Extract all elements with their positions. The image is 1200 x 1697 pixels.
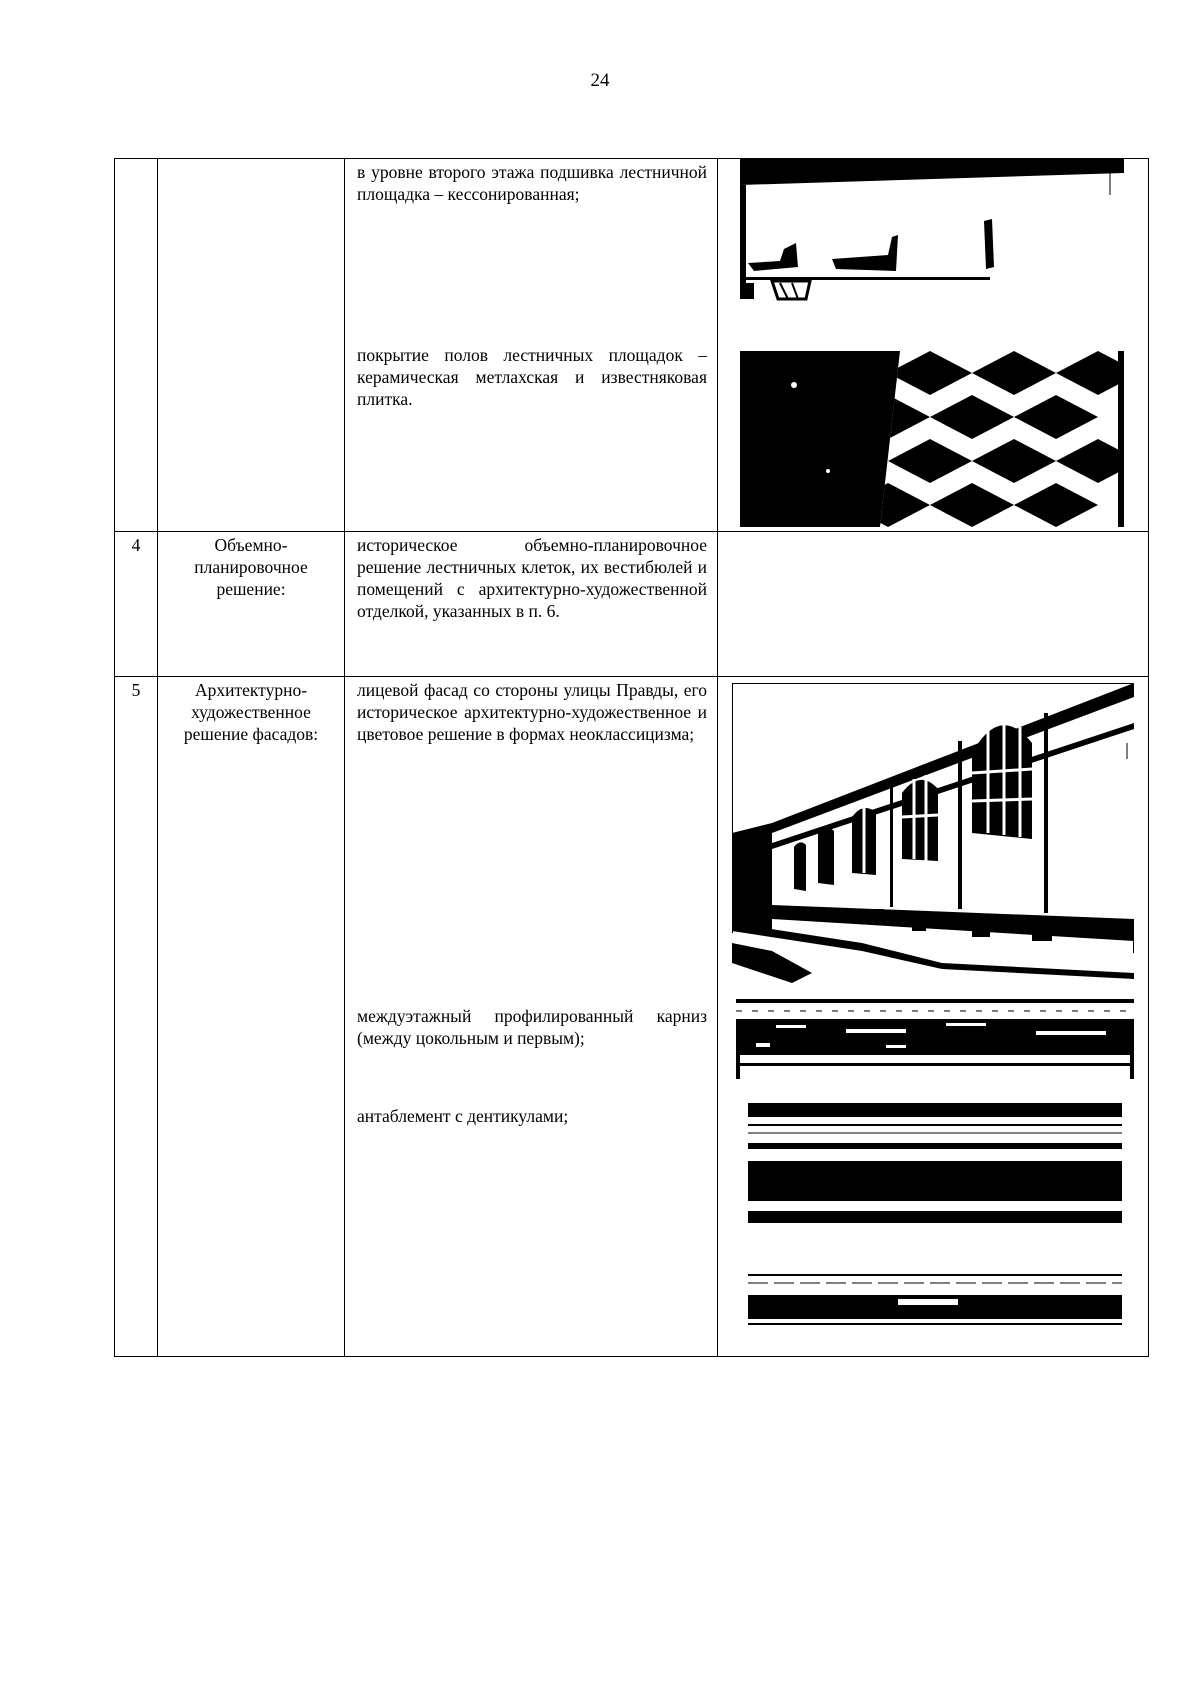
row-number-cell xyxy=(115,159,158,532)
row-image-cell xyxy=(718,159,1149,532)
row-image-cell xyxy=(718,532,1149,677)
photo-entablature-dentils xyxy=(748,1103,1122,1341)
description-cornice: междуэтажный профилированный карниз (между цокольным и первым); xyxy=(357,1006,707,1048)
photo-cornice xyxy=(736,999,1134,1079)
table-row xyxy=(115,532,1149,677)
row-name-cell: Архитектурно-художественное решение фасадов: xyxy=(158,677,345,1357)
description-space-planning: историческое объемно-планировочное решение лестничных клеток, их вестибюлей и помещений с архитектурно-художественной отделкой, указанных в п. 6. xyxy=(357,535,707,621)
table-row xyxy=(115,159,1149,532)
row-description-cell xyxy=(345,532,718,677)
table-row xyxy=(115,677,1149,1357)
row-description-cell xyxy=(345,677,718,1357)
monument-subject-table xyxy=(114,158,1149,1357)
row-name-cell: Объемно-планировочное решение: xyxy=(158,532,345,677)
row-number-cell: 5 xyxy=(115,677,158,1357)
description-ceiling: в уровне второго этажа подшивка лестничной площадка – кессонированная; xyxy=(357,162,707,204)
row-description-cell xyxy=(345,159,718,532)
row-number-cell: 4 xyxy=(115,532,158,677)
photo-facade xyxy=(732,683,1134,991)
description-main-facade: лицевой фасад со стороны улицы Правды, его историческое архитектурно-художественное и цветовое решение в формах неоклассицизма; xyxy=(357,680,707,744)
photo-checkered-floor-tile xyxy=(740,351,1124,527)
row-image-cell xyxy=(718,677,1149,1357)
description-floor-tile: покрытие полов лестничных площадок – керамическая метлахская и известняковая плитка. xyxy=(357,345,707,409)
page-number: 24 xyxy=(590,70,610,91)
row-name-cell xyxy=(158,159,345,532)
photo-coffered-ceiling xyxy=(740,159,1124,309)
description-entablature: антаблемент с дентикулами; xyxy=(357,1106,569,1126)
